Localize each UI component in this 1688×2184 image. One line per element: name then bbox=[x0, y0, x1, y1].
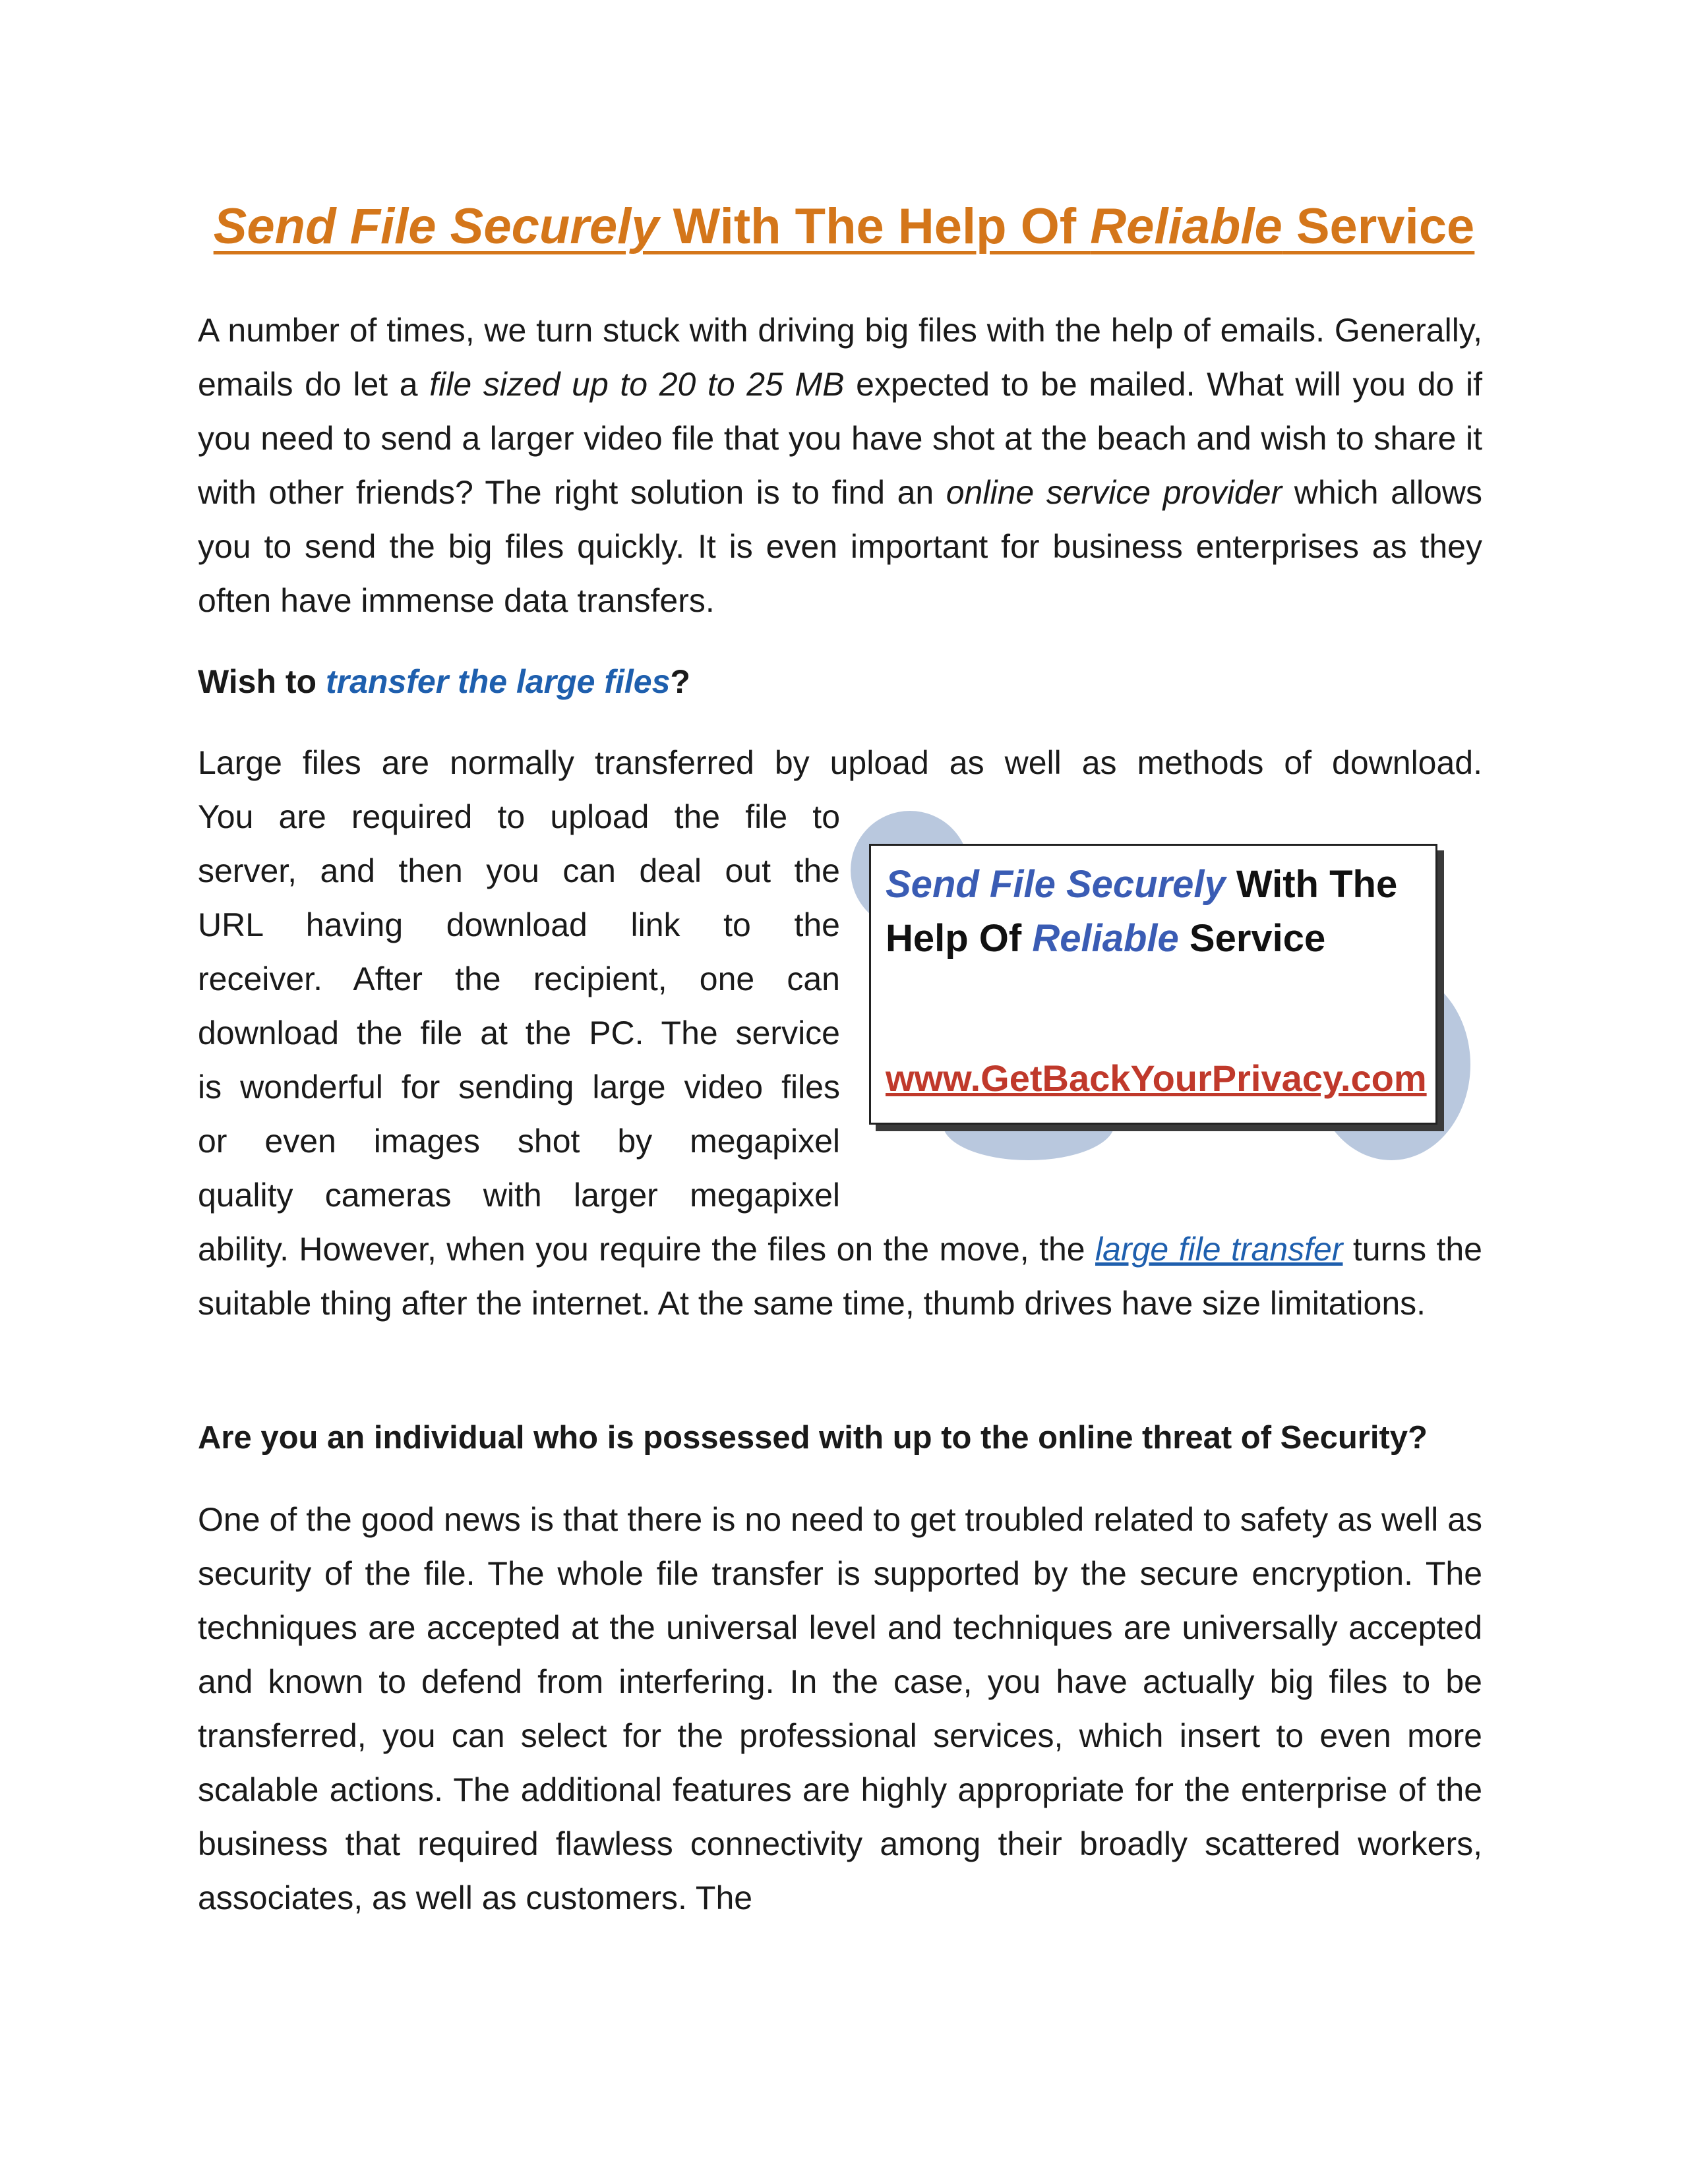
wrapped-line: is wonderful for sending large video files bbox=[198, 1069, 840, 1106]
transfer-large-files-link[interactable]: transfer the large files bbox=[325, 663, 671, 700]
upload-paragraph-continuation: ability. However, when you require the files on the move, the large file transfer turns the suitable thing after the internet. At the same time, thumb drives have size limitations. bbox=[198, 1231, 1482, 1322]
wrapped-line: server, and then you can deal out the bbox=[198, 852, 840, 889]
wrapped-line: download the file at the PC. The service bbox=[198, 1015, 840, 1051]
page-title: Send File Securely With The Help Of Reliable Service bbox=[213, 198, 1475, 254]
wrapped-line: You are required to upload the file to bbox=[198, 798, 840, 835]
section-heading-transfer: Wish to transfer the large files? bbox=[198, 663, 690, 700]
wrapped-line: URL having download link to the bbox=[198, 906, 840, 943]
wrapped-line: receiver. After the recipient, one can bbox=[198, 960, 840, 997]
intro-paragraph: A number of times, we turn stuck with driving big files with the help of emails. Generally, emails do let a file sized up to 20 to 25 MB expected to be mailed. What will you do if you need to send a larger video file that you have shot at the beach and wish to share it with other friends? The right solution is to find an online service provider which allows you to send the big files quickly. It is even important for business enterprises as they often have immense data transfers. bbox=[198, 312, 1483, 619]
promo-card-title: Send File Securely With The Help Of Reliable Service bbox=[886, 863, 1398, 960]
large-file-transfer-link[interactable]: large file transfer bbox=[1095, 1231, 1343, 1268]
security-paragraph: One of the good news is that there is no need to get troubled related to safety as well as security of the file. The whole file transfer is supported by the secure encryption. The techniques are accepted at the universal level and techniques are universally accepted and known to defend from interfering. In the case, you have actually big files to be transferred, you can select for the professional services, which insert to even more scalable actions. The additional features are highly appropriate for the enterprise of the business that required flawless connectivity among their broadly scattered workers, associates, as well as customers. The bbox=[198, 1501, 1482, 1916]
section-heading-security: Are you an individual who is possessed with up to the online threat of Security? bbox=[198, 1420, 1428, 1456]
wrapped-text-column bbox=[198, 790, 840, 1222]
upload-paragraph-first-line: Large files are normally transferred by upload as well as methods of download. bbox=[198, 744, 1482, 781]
promo-card bbox=[869, 844, 1437, 1125]
promo-image bbox=[851, 811, 1470, 1160]
wrapped-line: quality cameras with larger megapixel bbox=[198, 1177, 840, 1214]
wrapped-line: or even images shot by megapixel bbox=[198, 1123, 840, 1160]
promo-card-url: www.GetBackYourPrivacy.com bbox=[886, 1057, 1427, 1099]
